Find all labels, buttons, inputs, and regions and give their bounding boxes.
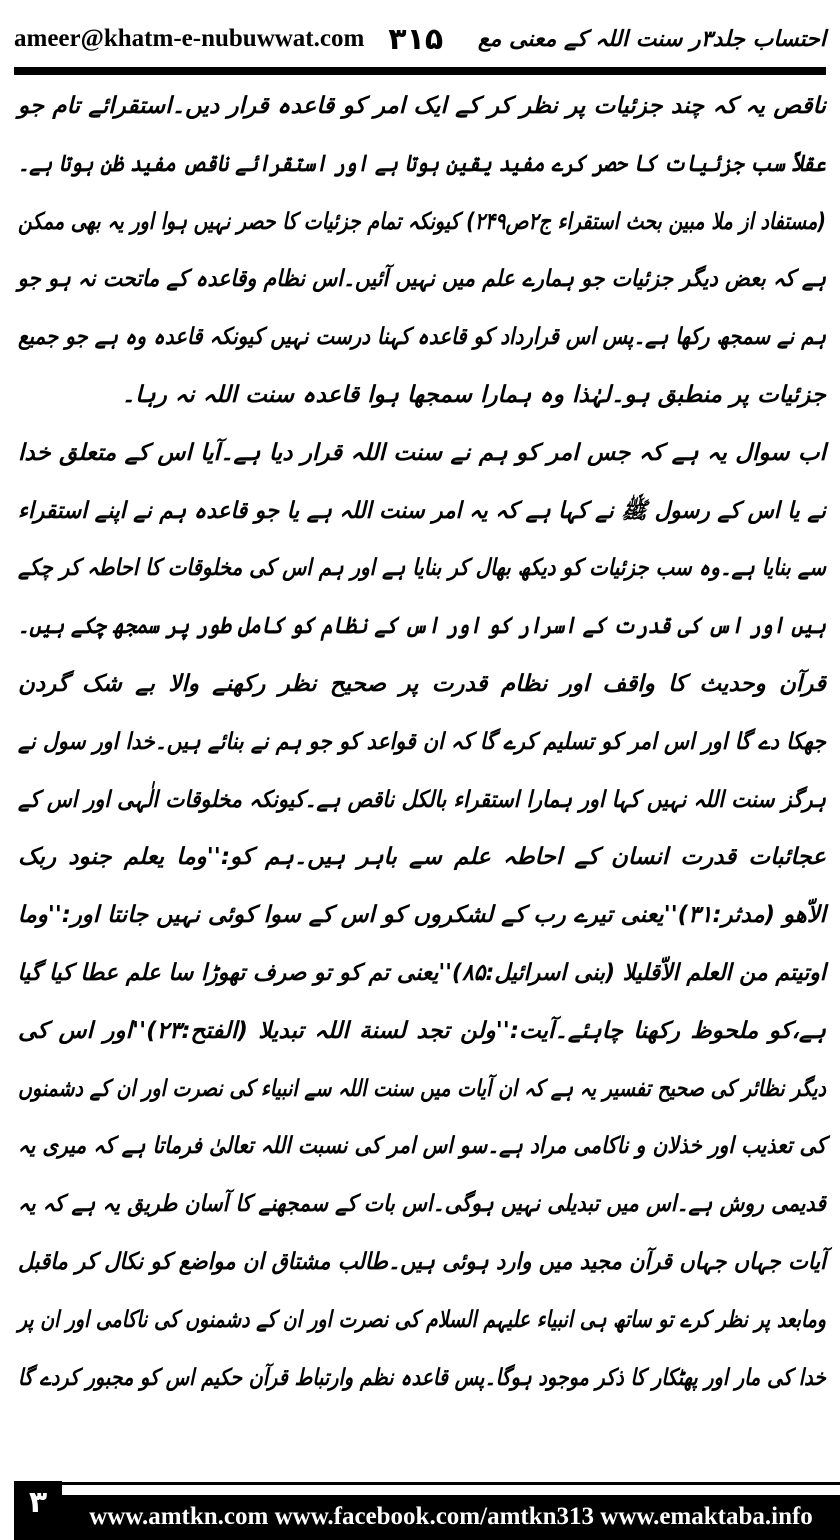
text-line: قدیمی روش ہے۔اس میں تبدیلی نہیں ہوگی۔اس بات کے سمجھنے کا آسان طریق یہ ہے کہ یہ bbox=[18, 1191, 826, 1218]
text-line: ہرگز سنت اللہ نہیں کہا اور ہمارا استقراء بالکل ناقص ہے۔کیونکہ مخلوقات الٰہی اور اس کے bbox=[18, 786, 826, 813]
page-number: ۳۱۵ bbox=[388, 21, 444, 57]
page-body bbox=[18, 78, 826, 1407]
header-email: ameer@khatm-e-nubuwwat.com bbox=[14, 25, 365, 52]
text-line: ہے کہ بعض دیگر جزئیات جو ہمارے علم میں نہیں آئیں۔اس نظام وقاعدہ کے ماتحت نہ ہو جو bbox=[17, 266, 826, 293]
text-line: (مستفاد از ملا مبین بحث استقراء ج۲ص۲۴۹) کیونکہ تمام جزئیات کا حصر نہیں ہوا اور یہ بھی ممکن bbox=[18, 208, 826, 235]
text-line: جزئیات پر منطبق ہو۔لہٰذا وہ ہمارا سمجھا ہوا قاعدہ سنت اللہ نہ رہا۔ bbox=[121, 381, 826, 408]
text-line: کی تعذیب اور خذلان و ناکامی مراد ہے۔سو اس امر کی نسبت اللہ تعالیٰ فرماتا ہے کہ میری یہ bbox=[17, 1133, 827, 1160]
footer-links: www.amtkn.com www.facebook.com/amtkn313 www.emaktaba.info bbox=[62, 1497, 840, 1540]
text-line: ہم نے سمجھ رکھا ہے۔پس اس قرارداد کو قاعدہ کہنا درست نہیں کیونکہ قاعدہ وہ ہے جو جمیع bbox=[17, 324, 827, 351]
text-line: ہیں اور اس کی قدرت کے اسرار کو اور اس کے نظام کو کامل طور پر سمجھ چکے ہیں۔ bbox=[17, 613, 827, 640]
text-line: دیگر نظائر کی صحیح تفسیر یہ ہے کہ ان آیات میں سنت اللہ سے انبیاء کی نصرت اور ان کے دشمنوں bbox=[18, 1075, 826, 1102]
text-line: جھکا دے گا اور اس امر کو تسلیم کرے گا کہ ان قواعد کو جو ہم نے بنائے ہیں۔خدا اور سول نے bbox=[18, 728, 826, 755]
text-line: آیات جہاں جہاں قرآن مجید میں وارد ہوئی ہیں۔طالب مشتاق ان مواضع کو نکال کر ماقبل bbox=[18, 1248, 826, 1275]
text-line: ومابعد پر نظر کرے تو ساتھ ہی انبیاء علیہم السلام کی نصرت اور ان کے دشمنوں کی ناکامی اور ان پر bbox=[18, 1306, 826, 1333]
text-line: عقلاً سب جزئیات کا حصر کرے مفید یقین ہوتا ہے اور استقرائے ناقص مفید ظن ہوتا ہے۔ bbox=[17, 150, 827, 177]
volume-number: ۳ bbox=[14, 1481, 62, 1540]
text-line: نے یا اس کے رسول ﷺ نے کہا ہے کہ یہ امر سنت اللہ ہے یا جو قاعدہ ہم نے اپنے استقراء bbox=[17, 497, 826, 524]
running-title: احتساب جلد۳ر سنت اللہ کے معنی مع bbox=[477, 26, 826, 52]
header-rule bbox=[14, 67, 826, 75]
text-line: عجائبات قدرت انسان کے احاطہ علم سے باہر ہیں۔ہم کو:''وما یعلم جنود ربک bbox=[18, 844, 826, 871]
text-line: اوتیتم من العلم الاّقلیلا (بنی اسرائیل:۸۵)''یعنی تم کو تو صرف تھوڑا سا علم عطا کیا گیا bbox=[17, 959, 826, 986]
text-line: الاّھو (مدثر:۳۱)''یعنی تیرے رب کے لشکروں کو اس کے سوا کوئی نہیں جانتا اور:''وما bbox=[17, 902, 826, 929]
page-header bbox=[14, 14, 826, 64]
text-line: قرآن وحدیث کا واقف اور نظام قدرت پر صحیح نظر رکھنے والا بے شک گردن bbox=[18, 670, 826, 697]
text-line: ناقص یہ کہ چند جزئیات پر نظر کر کے ایک امر کو قاعدہ قرار دیں۔استقرائے تام جو bbox=[18, 93, 826, 119]
text-line: اب سوال یہ ہے کہ جس امر کو ہم نے سنت اللہ قرار دیا ہے۔آیا اس کے متعلق خدا bbox=[18, 439, 826, 466]
text-line: ہے،کو ملحوظ رکھنا چاہئے۔آیت:''ولن تجد لسنة اللہ تبدیلا (الفتح:۲۳)''اور اس کی bbox=[18, 1017, 826, 1044]
text-line: خدا کی مار اور پھٹکار کا ذکر موجود ہوگا۔پس قاعدہ نظم وارتباط قرآن حکیم اس کو مجبور کردے گا bbox=[18, 1364, 826, 1391]
footer-rule bbox=[62, 1482, 840, 1498]
text-line: سے بنایا ہے۔وہ سب جزئیات کو دیکھ بھال کر بنایا ہے اور ہم اس کی مخلوقات کا احاطہ کر چکے bbox=[18, 555, 826, 582]
